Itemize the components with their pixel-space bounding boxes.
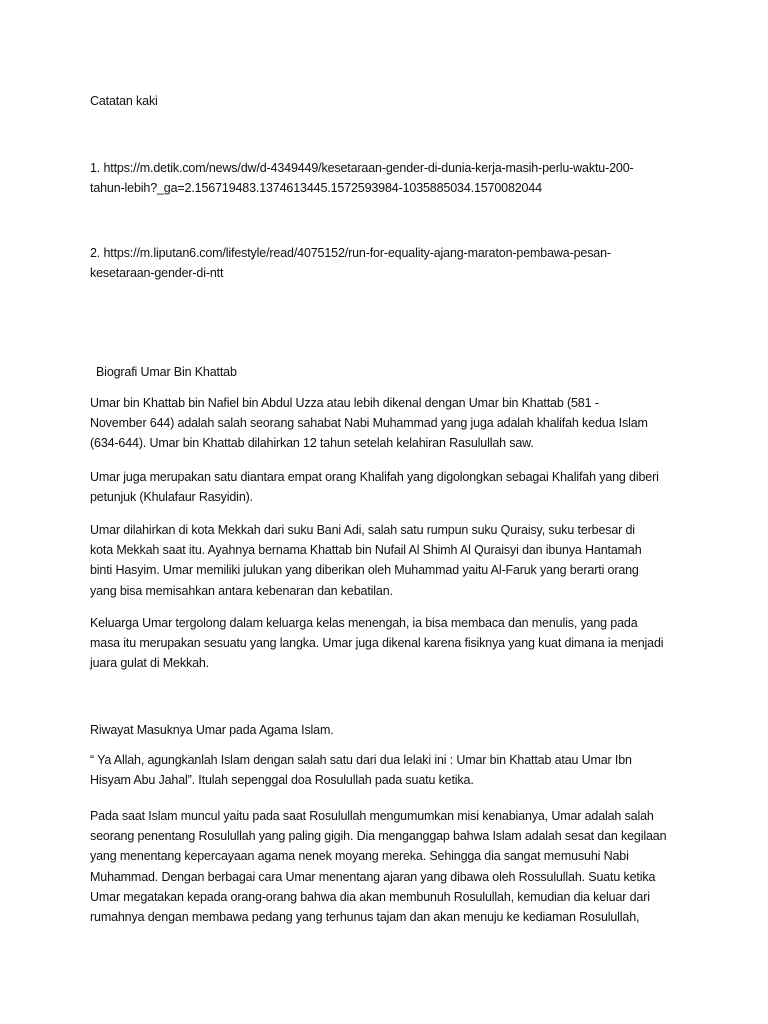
paragraph-line: Hisyam Abu Jahal”. Itulah sepenggal doa Rosulullah pada suatu ketika. (90, 773, 474, 788)
footnote-line: 1. https://m.detik.com/news/dw/d-4349449/kesetaraan-gender-di-dunia-kerja-masih-perlu-waktu-200- (90, 161, 634, 175)
paragraph-line: Umar bin Khattab bin Nafiel bin Abdul Uzza atau lebih dikenal dengan Umar bin Khattab (581 - (90, 396, 599, 410)
paragraph (90, 750, 690, 790)
paragraph-line: yang bisa memisahkan antara kebenaran dan kebatilan. (90, 583, 393, 598)
biography-heading (96, 362, 696, 382)
riwayat-heading (90, 720, 690, 740)
paragraph-line: Pada saat Islam muncul yaitu pada saat Rosulullah mengumumkan misi kenabianya, Umar adalah salah (90, 809, 654, 823)
paragraph (90, 393, 690, 454)
paragraph-line: Muhammad. Dengan berbagai cara Umar menentang ajaran yang dibawa oleh Rossulullah. Suatu ketika (90, 869, 656, 884)
paragraph (90, 806, 690, 927)
paragraph-line: petunjuk (Khulafaur Rasyidin). (90, 490, 253, 505)
paragraph-line: “ Ya Allah, agungkanlah Islam dengan salah satu dari dua lelaki ini : Umar bin Khattab atau Umar Ibn (90, 753, 632, 767)
paragraph-line: rumahnya dengan membawa pedang yang terhunus tajam dan akan menuju ke kediaman Rosulullah, (90, 910, 640, 925)
paragraph (90, 467, 690, 507)
footnote-line: tahun-lebih?_ga=2.156719483.1374613445.1572593984-1035885034.1570082044 (90, 181, 542, 196)
paragraph-line: juara gulat di Mekkah. (90, 656, 209, 671)
paragraph-line: November 644) adalah salah seorang sahabat Nabi Muhammad yang juga adalah khalifah kedua Islam (90, 416, 648, 431)
paragraph-line: Umar dilahirkan di kota Mekkah dari suku Bani Adi, salah satu rumpun suku Quraisy, suku terbesar di (90, 523, 635, 537)
paragraph-line: kota Mekkah saat itu. Ayahnya bernama Khattab bin Nufail Al Shimh Al Quraisyi dan ibunya Hantamah (90, 543, 642, 558)
paragraph (90, 613, 690, 674)
footnote-1 (90, 158, 690, 198)
footnote-2 (90, 243, 690, 283)
paragraph (90, 520, 690, 601)
footnote-line: 2. https://m.liputan6.com/lifestyle/read/4075152/run-for-equality-ajang-maraton-pembawa-pesan- (90, 246, 611, 260)
heading-text: Riwayat Masuknya Umar pada Agama Islam. (90, 723, 334, 737)
paragraph-line: binti Hasyim. Umar memiliki julukan yang diberikan oleh Muhammad yaitu Al-Faruk yang berarti orang (90, 563, 639, 578)
footnotes-heading (90, 91, 690, 111)
heading-text: Catatan kaki (90, 94, 158, 108)
paragraph-line: Umar juga merupakan satu diantara empat orang Khalifah yang digolongkan sebagai Khalifah yang diberi (90, 470, 659, 484)
paragraph-line: yang menentang kepercayaan agama nenek moyang mereka. Sehingga dia sangat memusuhi Nabi (90, 849, 629, 864)
paragraph-line: masa itu merupakan sesuatu yang langka. Umar juga dikenal karena fisiknya yang kuat dimana ia menjadi (90, 636, 664, 651)
paragraph-line: Umar megatakan kepada orang-orang bahwa dia akan membunuh Rosulullah, kemudian dia keluar dari (90, 889, 650, 904)
paragraph-line: Keluarga Umar tergolong dalam keluarga kelas menengah, ia bisa membaca dan menulis, yang pada (90, 616, 638, 630)
heading-text: Biografi Umar Bin Khattab (96, 365, 237, 379)
paragraph-line: (634-644). Umar bin Khattab dilahirkan 12 tahun setelah kelahiran Rasulullah saw. (90, 436, 534, 451)
footnote-line: kesetaraan-gender-di-ntt (90, 266, 224, 281)
paragraph-line: seorang penentang Rosulullah yang paling gigih. Dia menganggap bahwa Islam adalah sesat dan kegilaan (90, 829, 667, 844)
